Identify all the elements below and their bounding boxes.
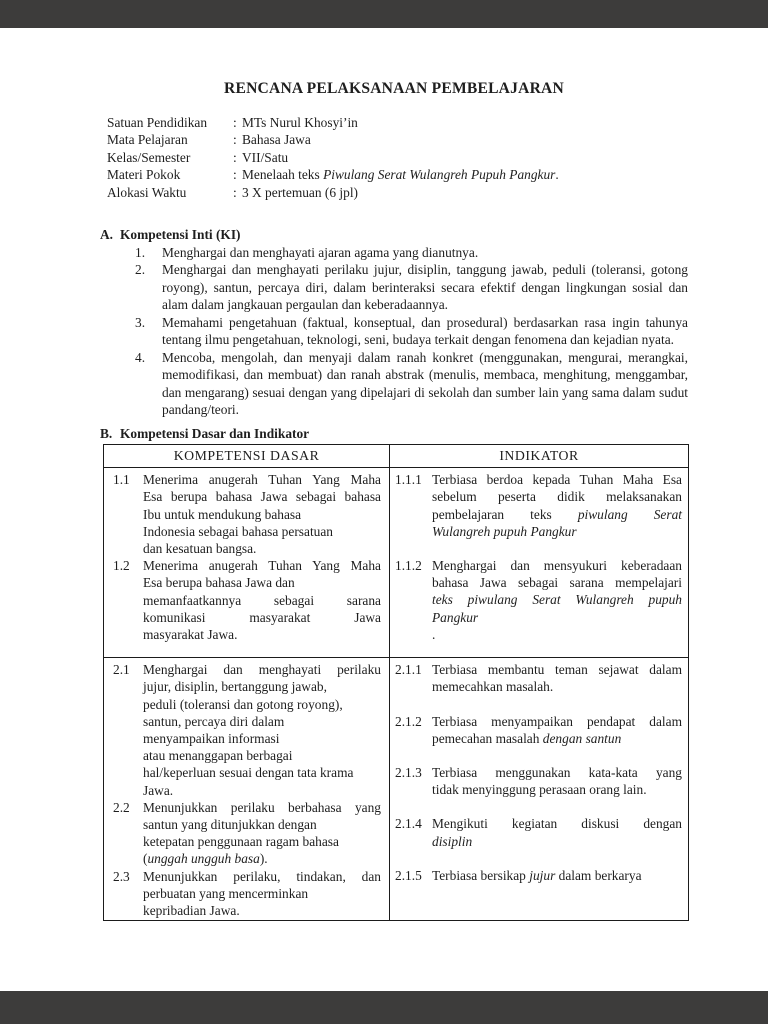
text-run: menyampaikan informasi: [143, 731, 280, 747]
item-text: Mencoba, mengolah, dan menyaji dalam ranah konkret (menggunakan, mengurai, merangkai, memodifikasi, dan membuat) dan ranah abstrak (menulis, membaca, menghitung, menggambar, dan mengarang) sesuai dengan yang dipelajari di sekolah dan sumber lain yang sama dalam sudut pandang/teori.: [162, 349, 688, 417]
text-line: [143, 833, 381, 850]
text-run: Bahasa Jawa: [242, 132, 311, 147]
text-line: [143, 626, 381, 643]
text-run: .: [555, 167, 559, 182]
text-line: [143, 902, 381, 919]
text-run: peduli (toleransi dan gotong royong),: [143, 696, 343, 712]
text-line: [432, 730, 682, 747]
meta-colon: :: [233, 167, 237, 182]
text-run: atau menanggapan berbagai: [143, 748, 293, 764]
text-run: dalam berkarya: [555, 867, 642, 883]
kd-block: [113, 799, 381, 868]
ki-list: [100, 244, 688, 419]
text-line: [432, 488, 682, 505]
text-run: kepribadian Jawa.: [143, 903, 240, 919]
text-run: sebelum peserta didik melaksanakan: [432, 489, 682, 505]
indicator-block: [395, 815, 682, 849]
table-row: [104, 658, 689, 921]
document-page: [100, 28, 688, 921]
text-run: jujur, disiplin, bertanggung jawab,: [143, 679, 327, 695]
meta-row: [107, 166, 688, 184]
text-run: Mengikuti kegiatan diskusi dengan: [432, 816, 682, 832]
text-line: [432, 471, 682, 488]
meta-label: Alokasi Waktu: [107, 184, 187, 200]
text-run: pemecahan masalah: [432, 730, 543, 746]
text-run: Ibu untuk mendukung bahasa: [143, 506, 302, 522]
kd-cell: [104, 468, 390, 658]
item-number: 2.1.4: [395, 816, 422, 832]
indicator-cell: [390, 658, 689, 921]
item-text: Menghargai dan menghayati ajaran agama yang dianutnya.: [162, 244, 479, 260]
text-line: [143, 764, 381, 781]
meta-value: [242, 114, 688, 132]
text-run: komunikasi masyarakat Jawa: [143, 609, 381, 625]
text-line: [432, 523, 682, 540]
item-number: 2.: [135, 262, 146, 277]
ki-item: [135, 244, 688, 262]
text-line: [432, 815, 682, 832]
meta-colon: :: [233, 149, 237, 165]
text-line: [432, 626, 682, 643]
bottom-letterbox-bar: [0, 991, 768, 1024]
text-line: [143, 609, 381, 626]
meta-colon: :: [233, 114, 237, 130]
table-header-row: [104, 445, 689, 468]
text-line: [143, 868, 381, 885]
text-run: Esa berupa bahasa Jawa sebagai bahasa: [143, 489, 381, 505]
text-line: [432, 713, 682, 730]
kd-indicator-table: [103, 444, 689, 921]
indicator-block: [395, 626, 682, 643]
top-letterbox-bar: [0, 0, 768, 28]
text-run: Terbiasa berdoa kepada Tuhan Maha Esa: [432, 472, 682, 488]
text-line: [432, 506, 682, 523]
text-run: Menghargai dan menghayati perilaku: [143, 662, 381, 678]
text-run: Wulangreh pupuh Pangkur: [432, 523, 577, 539]
text-run: Terbiasa menyampaikan pendapat dalam: [432, 713, 682, 729]
text-line: [432, 591, 682, 608]
text-line: [432, 678, 682, 695]
item-number: 3.: [135, 314, 146, 330]
text-run: Piwulang Serat Wulangreh Pupuh Pangkur: [323, 167, 556, 182]
section-a-title: Kompetensi Inti (KI): [120, 227, 241, 242]
indicator-block: [395, 867, 682, 884]
text-run: Menghargai dan mensyukuri keberadaan: [432, 558, 682, 574]
ki-item: [135, 261, 688, 314]
meta-row: [107, 114, 688, 132]
text-line: [143, 799, 381, 816]
item-number: 2.2: [113, 799, 130, 815]
text-line: [143, 782, 381, 799]
meta-value: [242, 184, 688, 202]
text-run: ketepatan penggunaan ragam bahasa: [143, 834, 339, 850]
text-run: pembelajaran teks: [432, 506, 578, 522]
meta-row: [107, 149, 688, 167]
text-line: [143, 592, 381, 609]
item-number: 2.1: [113, 662, 130, 678]
text-run: piwulang Serat: [577, 506, 682, 522]
meta-row: [107, 184, 688, 202]
text-run: masyarakat Jawa.: [143, 627, 238, 643]
text-line: [143, 661, 381, 678]
text-line: [143, 471, 381, 488]
text-line: [143, 885, 381, 902]
text-run: dengan santun: [542, 730, 622, 746]
text-run: Menerima anugerah Tuhan Yang Maha: [143, 558, 381, 574]
text-run: jujur: [529, 867, 556, 883]
text-line: [143, 488, 381, 505]
text-run: Menelaah teks: [242, 167, 324, 182]
text-line: [432, 661, 682, 678]
meta-value: [242, 131, 688, 149]
indicator-cell: [390, 468, 689, 658]
ki-item: [135, 314, 688, 349]
ki-item: [135, 349, 688, 419]
kd-block: [113, 661, 381, 799]
text-run: memecahkan masalah.: [432, 679, 554, 695]
text-run: VII/Satu: [242, 149, 289, 165]
indicator-block: [395, 764, 682, 798]
col-header-kompetensi-dasar: KOMPETENSI DASAR: [104, 445, 390, 468]
section-b-heading: [100, 425, 688, 443]
text-line: [143, 574, 381, 591]
text-run: bahasa Jawa sebagai sarana mempelajari: [432, 575, 682, 591]
text-run: Indonesia sebagai bahasa persatuan: [143, 523, 333, 539]
meta-value: [242, 149, 688, 167]
item-text: Menghargai dan menghayati perilaku jujur, disiplin, tanggung jawab, peduli (toleransi, gotong royong), santun, percaya diri, dalam berinteraksi secara efektif dengan lingkungan sosial dan alam dalam jangkauan pergaulan dan keberadaannya.: [162, 262, 688, 312]
meta-colon: :: [233, 184, 237, 200]
text-run: 3 X pertemuan (6 jpl): [242, 184, 359, 200]
text-run: disiplin: [432, 833, 473, 849]
item-number: 4.: [135, 349, 146, 365]
text-run: Esa berupa bahasa Jawa dan: [143, 575, 295, 591]
kd-block: [113, 557, 381, 643]
item-text: Memahami pengetahuan (faktual, konseptual, dan prosedural) berdasarkan rasa ingin tahunya tentang ilmu pengetahuan, teknologi, seni, budaya terkait dengan fenomena dan kejadian nyata.: [162, 314, 688, 347]
text-run: Terbiasa bersikap: [432, 867, 530, 883]
text-line: [432, 833, 682, 850]
text-run: santun yang ditunjukkan dengan: [143, 817, 317, 833]
text-run: Menunjukkan perilaku berbahasa yang: [143, 799, 381, 815]
meta-value: [242, 166, 688, 184]
text-line: [432, 764, 682, 781]
section-b-letter: B.: [100, 425, 113, 441]
text-line: [143, 696, 381, 713]
item-number: 1.1: [113, 472, 130, 488]
item-number: 2.3: [113, 868, 130, 884]
text-line: [143, 713, 381, 730]
text-run: teks piwulang Serat Wulangreh pupuh: [432, 592, 682, 608]
meta-block: [100, 114, 688, 202]
kd-block: [113, 471, 381, 557]
table-row: [104, 468, 689, 658]
indicator-block: [395, 661, 682, 695]
text-line: [143, 540, 381, 557]
text-line: [432, 867, 682, 884]
text-run: MTs Nurul Khosyi’in: [242, 114, 358, 130]
meta-label: Materi Pokok: [107, 167, 181, 182]
item-number: 2.1.5: [395, 867, 422, 883]
meta-row: [107, 131, 688, 149]
text-run: dan kesatuan bangsa.: [143, 541, 257, 557]
text-line: [432, 609, 682, 626]
section-a-heading: [100, 226, 688, 244]
text-run: Terbiasa menggunakan kata-kata yang: [432, 765, 682, 781]
text-run: Menerima anugerah Tuhan Yang Maha: [143, 472, 381, 488]
item-number: 2.1.2: [395, 713, 422, 729]
text-line: [143, 557, 381, 574]
text-run: perbuatan yang mencerminkan: [143, 885, 309, 901]
text-run: Jawa.: [143, 782, 174, 798]
indicator-block: [395, 471, 682, 540]
text-run: .: [432, 626, 436, 642]
section-b-title: Kompetensi Dasar dan Indikator: [120, 425, 310, 441]
item-number: 2.1.1: [395, 662, 422, 678]
text-line: [143, 816, 381, 833]
indicator-block: [395, 713, 682, 747]
text-run: Menunjukkan perilaku, tindakan, dan: [143, 868, 381, 884]
text-run: Pangkur: [432, 609, 479, 625]
indicator-block: [395, 557, 682, 626]
meta-label: Kelas/Semester: [107, 149, 191, 165]
item-number: 1.2: [113, 558, 130, 574]
text-line: [143, 747, 381, 764]
text-line: [143, 850, 381, 867]
text-run: santun, percaya diri dalam: [143, 713, 285, 729]
meta-label: Mata Pelajaran: [107, 132, 188, 147]
text-line: [432, 574, 682, 591]
text-run: ).: [259, 851, 268, 867]
kd-cell: [104, 658, 390, 921]
item-number: 1.: [135, 244, 146, 260]
text-run: memanfaatkannya sebagai sarana: [143, 592, 381, 608]
col-header-indikator: INDIKATOR: [390, 445, 689, 468]
text-line: [143, 730, 381, 747]
text-line: [143, 523, 381, 540]
text-line: [432, 557, 682, 574]
text-run: unggah ungguh basa: [147, 851, 260, 867]
item-number: 1.1.1: [395, 472, 422, 488]
meta-label: Satuan Pendidikan: [107, 114, 208, 130]
kd-block: [113, 868, 381, 920]
meta-colon: :: [233, 132, 237, 147]
text-run: tidak menyinggung perasaan orang lain.: [432, 782, 647, 798]
text-line: [143, 678, 381, 695]
page-title: RENCANA PELAKSANAAN PEMBELAJARAN: [224, 80, 564, 97]
text-line: [143, 506, 381, 523]
text-run: hal/keperluan sesuai dengan tata krama: [143, 765, 354, 781]
text-run: Terbiasa membantu teman sejawat dalam: [432, 662, 682, 678]
section-a-letter: A.: [100, 227, 114, 242]
item-number: 1.1.2: [395, 558, 422, 574]
text-line: [432, 781, 682, 798]
item-number: 2.1.3: [395, 765, 422, 781]
text-run: (: [143, 851, 148, 867]
